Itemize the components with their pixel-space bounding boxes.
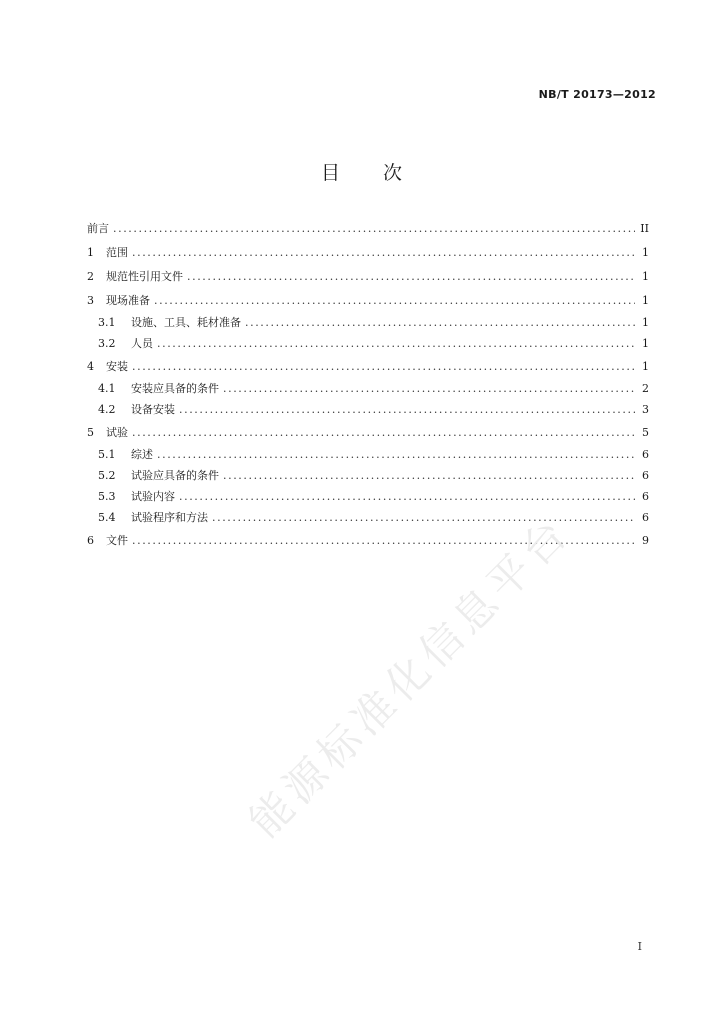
toc-entry-page: 6: [642, 448, 649, 461]
toc-entry-label: 规范性引用文件: [106, 270, 183, 283]
toc-entry-page: 2: [642, 382, 649, 395]
toc-entry-page: 1: [642, 337, 649, 350]
toc-entry[interactable]: [87, 218, 649, 240]
toc-entry-label: 安装: [106, 360, 128, 373]
title-part-1: 目: [320, 162, 341, 184]
page-title: [0, 158, 724, 185]
toc-entry-page: 5: [642, 426, 649, 439]
toc-entry-label: 设备安装: [131, 403, 175, 416]
title-part-2: 次: [383, 162, 404, 184]
dot-leader: [212, 507, 635, 528]
toc-entry-label: 试验程序和方法: [131, 511, 208, 524]
dot-leader: [245, 312, 635, 333]
toc-entry-page: 6: [642, 490, 649, 503]
dot-leader: [157, 444, 635, 465]
toc-entry-label: 试验: [106, 426, 128, 439]
toc-entry-number: 5.1: [98, 448, 116, 461]
dot-leader: [132, 356, 635, 378]
toc-entry[interactable]: [87, 422, 649, 444]
toc-entry[interactable]: [87, 465, 649, 486]
toc-entry[interactable]: [87, 312, 649, 333]
toc-entry-label: 前言: [87, 222, 109, 235]
toc-entry[interactable]: [87, 399, 649, 420]
toc-entry-number: 3: [87, 294, 94, 307]
toc-entry-number: 3.2: [98, 337, 116, 350]
toc-entry[interactable]: [87, 444, 649, 465]
dot-leader: [154, 290, 635, 312]
watermark: 能源标准化信息平台: [239, 506, 580, 847]
dot-leader: [179, 486, 635, 507]
dot-leader: [113, 218, 635, 240]
toc-entry[interactable]: [87, 290, 649, 312]
toc-entry-page: II: [640, 222, 649, 235]
toc-entry-label: 文件: [106, 534, 128, 547]
toc-entry-number: 5: [87, 426, 94, 439]
toc-entry-label: 试验应具备的条件: [131, 469, 219, 482]
dot-leader: [132, 530, 635, 552]
dot-leader: [187, 266, 635, 288]
dot-leader: [223, 465, 635, 486]
toc-entry-page: 1: [642, 270, 649, 283]
toc-entry-label: 人员: [131, 337, 153, 350]
table-of-contents: [87, 216, 649, 552]
toc-entry[interactable]: [87, 333, 649, 354]
toc-entry-label: 设施、工具、耗材准备: [131, 316, 241, 329]
document-number: NB/T 20173—2012: [538, 88, 656, 101]
dot-leader: [157, 333, 635, 354]
toc-entry[interactable]: [87, 378, 649, 399]
dot-leader: [223, 378, 635, 399]
toc-entry-number: 6: [87, 534, 94, 547]
toc-entry-number: 2: [87, 270, 94, 283]
dot-leader: [179, 399, 635, 420]
toc-entry-page: 1: [642, 246, 649, 259]
toc-entry[interactable]: [87, 266, 649, 288]
toc-entry-number: 5.2: [98, 469, 116, 482]
page-number: I: [637, 940, 642, 953]
toc-entry-number: 3.1: [98, 316, 116, 329]
toc-entry-number: 5.4: [98, 511, 116, 524]
toc-entry-page: 6: [642, 511, 649, 524]
toc-entry-page: 1: [642, 316, 649, 329]
toc-entry-label: 综述: [131, 448, 153, 461]
dot-leader: [132, 242, 635, 264]
toc-entry-number: 4.2: [98, 403, 116, 416]
toc-entry-label: 试验内容: [131, 490, 175, 503]
toc-entry[interactable]: [87, 530, 649, 552]
toc-entry-page: 3: [642, 403, 649, 416]
toc-entry-label: 现场准备: [106, 294, 150, 307]
toc-entry-page: 9: [642, 534, 649, 547]
toc-entry[interactable]: [87, 356, 649, 378]
toc-entry-page: 1: [642, 360, 649, 373]
toc-entry[interactable]: [87, 486, 649, 507]
toc-entry-label: 范围: [106, 246, 128, 259]
dot-leader: [132, 422, 635, 444]
toc-entry[interactable]: [87, 242, 649, 264]
toc-entry-page: 6: [642, 469, 649, 482]
toc-entry[interactable]: [87, 507, 649, 528]
toc-entry-number: 1: [87, 246, 94, 259]
toc-entry-number: 4: [87, 360, 94, 373]
toc-entry-number: 4.1: [98, 382, 116, 395]
toc-entry-label: 安装应具备的条件: [131, 382, 219, 395]
toc-entry-page: 1: [642, 294, 649, 307]
toc-entry-number: 5.3: [98, 490, 116, 503]
